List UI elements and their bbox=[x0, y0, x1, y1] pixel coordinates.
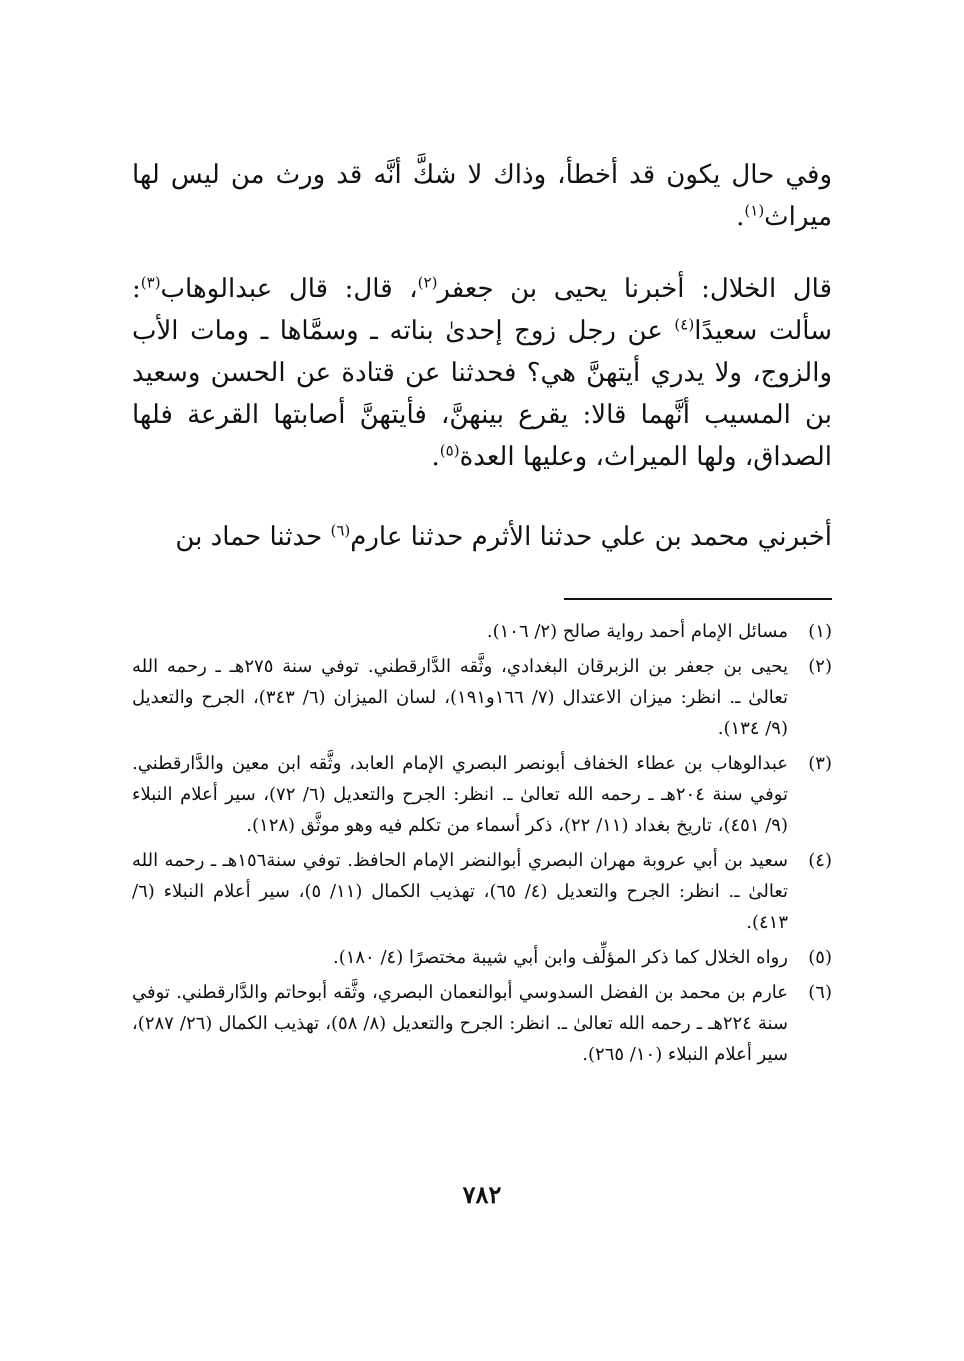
footnote-text: رواه الخلال كما ذكر المؤلِّف وابن أبي شيبة مختصرًا (٤/ ١٨٠). bbox=[332, 947, 788, 968]
footnote-ref-6[interactable]: (٦) bbox=[330, 521, 351, 540]
footnote-number: (٤) bbox=[808, 850, 832, 871]
footnote-number: (٦) bbox=[808, 982, 832, 1003]
footnote-number: (١) bbox=[808, 621, 832, 642]
footnote-1 bbox=[132, 616, 832, 647]
footnote-number: (٣) bbox=[808, 753, 832, 774]
paragraph-2-mid1: ، قال: قال عبدالوهاب bbox=[160, 274, 418, 304]
footnote-text: مسائل الإمام أحمد رواية صالح (٢/ ١٠٦). bbox=[486, 621, 788, 642]
paragraph-2 bbox=[132, 268, 832, 478]
paragraph-3-tail: حدثنا حماد بن bbox=[175, 522, 331, 552]
footnote-number: (٥) bbox=[808, 947, 832, 968]
footnotes bbox=[132, 616, 832, 1074]
footnote-text: يحيى بن جعفر بن الزبرقان البغدادي، وثَّقه الدَّارقطني. توفي سنة ٢٧٥هـ ـ رحمه الله تعالىٰ ـ. انظر: ميزان الاعتدال (٧/ ١٦٦و١٩١)، لسان الميزان (٦/ ٣٤٣)، الجرح والتعديل (٩/ ١٣٤). bbox=[132, 656, 788, 739]
paragraph-1 bbox=[132, 154, 832, 238]
footnote-3 bbox=[132, 748, 832, 841]
footnote-text: سعيد بن أبي عروبة مهران البصري أبوالنضر الإمام الحافظ. توفي سنة١٥٦هـ ـ رحمه الله تعالىٰ ـ. انظر: الجرح والتعديل (٤/ ٦٥)، تهذيب الكمال (١١/ ٥)، سير أعلام النبلاء (٦/ ٤١٣). bbox=[132, 850, 788, 933]
footnote-ref-1[interactable]: (١) bbox=[744, 201, 765, 220]
paragraph-3 bbox=[132, 516, 832, 558]
footnote-text: عارم بن محمد بن الفضل السدوسي أبوالنعمان البصري، وثَّقه أبوحاتم والدَّارقطني. توفي سنة ٢٢٤هـ ـ رحمه الله تعالىٰ ـ. انظر: الجرح والتعديل (٨/ ٥٨)، تهذيب الكمال (٢٦/ ٢٨٧)، سير أعلام النبلاء (١٠/ ٢٦٥). bbox=[132, 982, 789, 1065]
paragraph-2-mid3: عن رجل زوج إحدىٰ بناته ـ وسمَّاها ـ ومات الأب والزوج، ولا يدري أيتهنَّ هي؟ فحدثنا عن قتادة عن الحسن وسعيد بن المسيب أنَّهما قالا: يقرع بينهنَّ، فأيتهنَّ أصابتها القرعة فلها الصداق، ولها الميراث، وعليها العدة bbox=[132, 316, 832, 472]
footnote-6 bbox=[132, 977, 832, 1070]
paragraph-2-tail: . bbox=[431, 442, 440, 472]
footnote-5 bbox=[132, 942, 832, 973]
footnote-4 bbox=[132, 845, 832, 938]
footnote-ref-3[interactable]: (٣) bbox=[140, 273, 161, 292]
paragraph-1-tail: . bbox=[736, 202, 745, 232]
footnote-number: (٢) bbox=[808, 656, 832, 677]
paragraph-3-text: أخبرني محمد بن علي حدثنا الأثرم حدثنا عارم bbox=[350, 522, 832, 552]
footnote-text: عبدالوهاب بن عطاء الخفاف أبونصر البصري الإمام العابد، وثَّقه ابن معين والدَّارقطني. توفي سنة ٢٠٤هـ ـ رحمه الله تعالىٰ ـ. انظر: الجرح والتعديل (٦/ ٧٢)، سير أعلام النبلاء (٩/ ٤٥١)، تاريخ بغداد (١١/ ٢٢)، ذكر أسماء من تكلم فيه وهو موثَّق (١٢٨). bbox=[132, 753, 789, 836]
page-number: ٧٨٢ bbox=[462, 1180, 502, 1209]
paragraph-2-text: قال الخلال: أخبرنا يحيى بن جعفر bbox=[437, 274, 833, 304]
footnote-ref-2[interactable]: (٢) bbox=[417, 273, 438, 292]
footnote-ref-4[interactable]: (٤) bbox=[674, 315, 695, 334]
paragraph-1-text: وفي حال يكون قد أخطأ، وذاك لا شكَّ أنَّه قد ورث من ليس لها ميراث bbox=[132, 160, 832, 232]
footnote-2 bbox=[132, 651, 832, 744]
footnote-separator bbox=[564, 598, 832, 600]
footnote-ref-5[interactable]: (٥) bbox=[439, 441, 460, 460]
paragraph-2-mid2: : سألت سعيدًا bbox=[132, 274, 832, 346]
